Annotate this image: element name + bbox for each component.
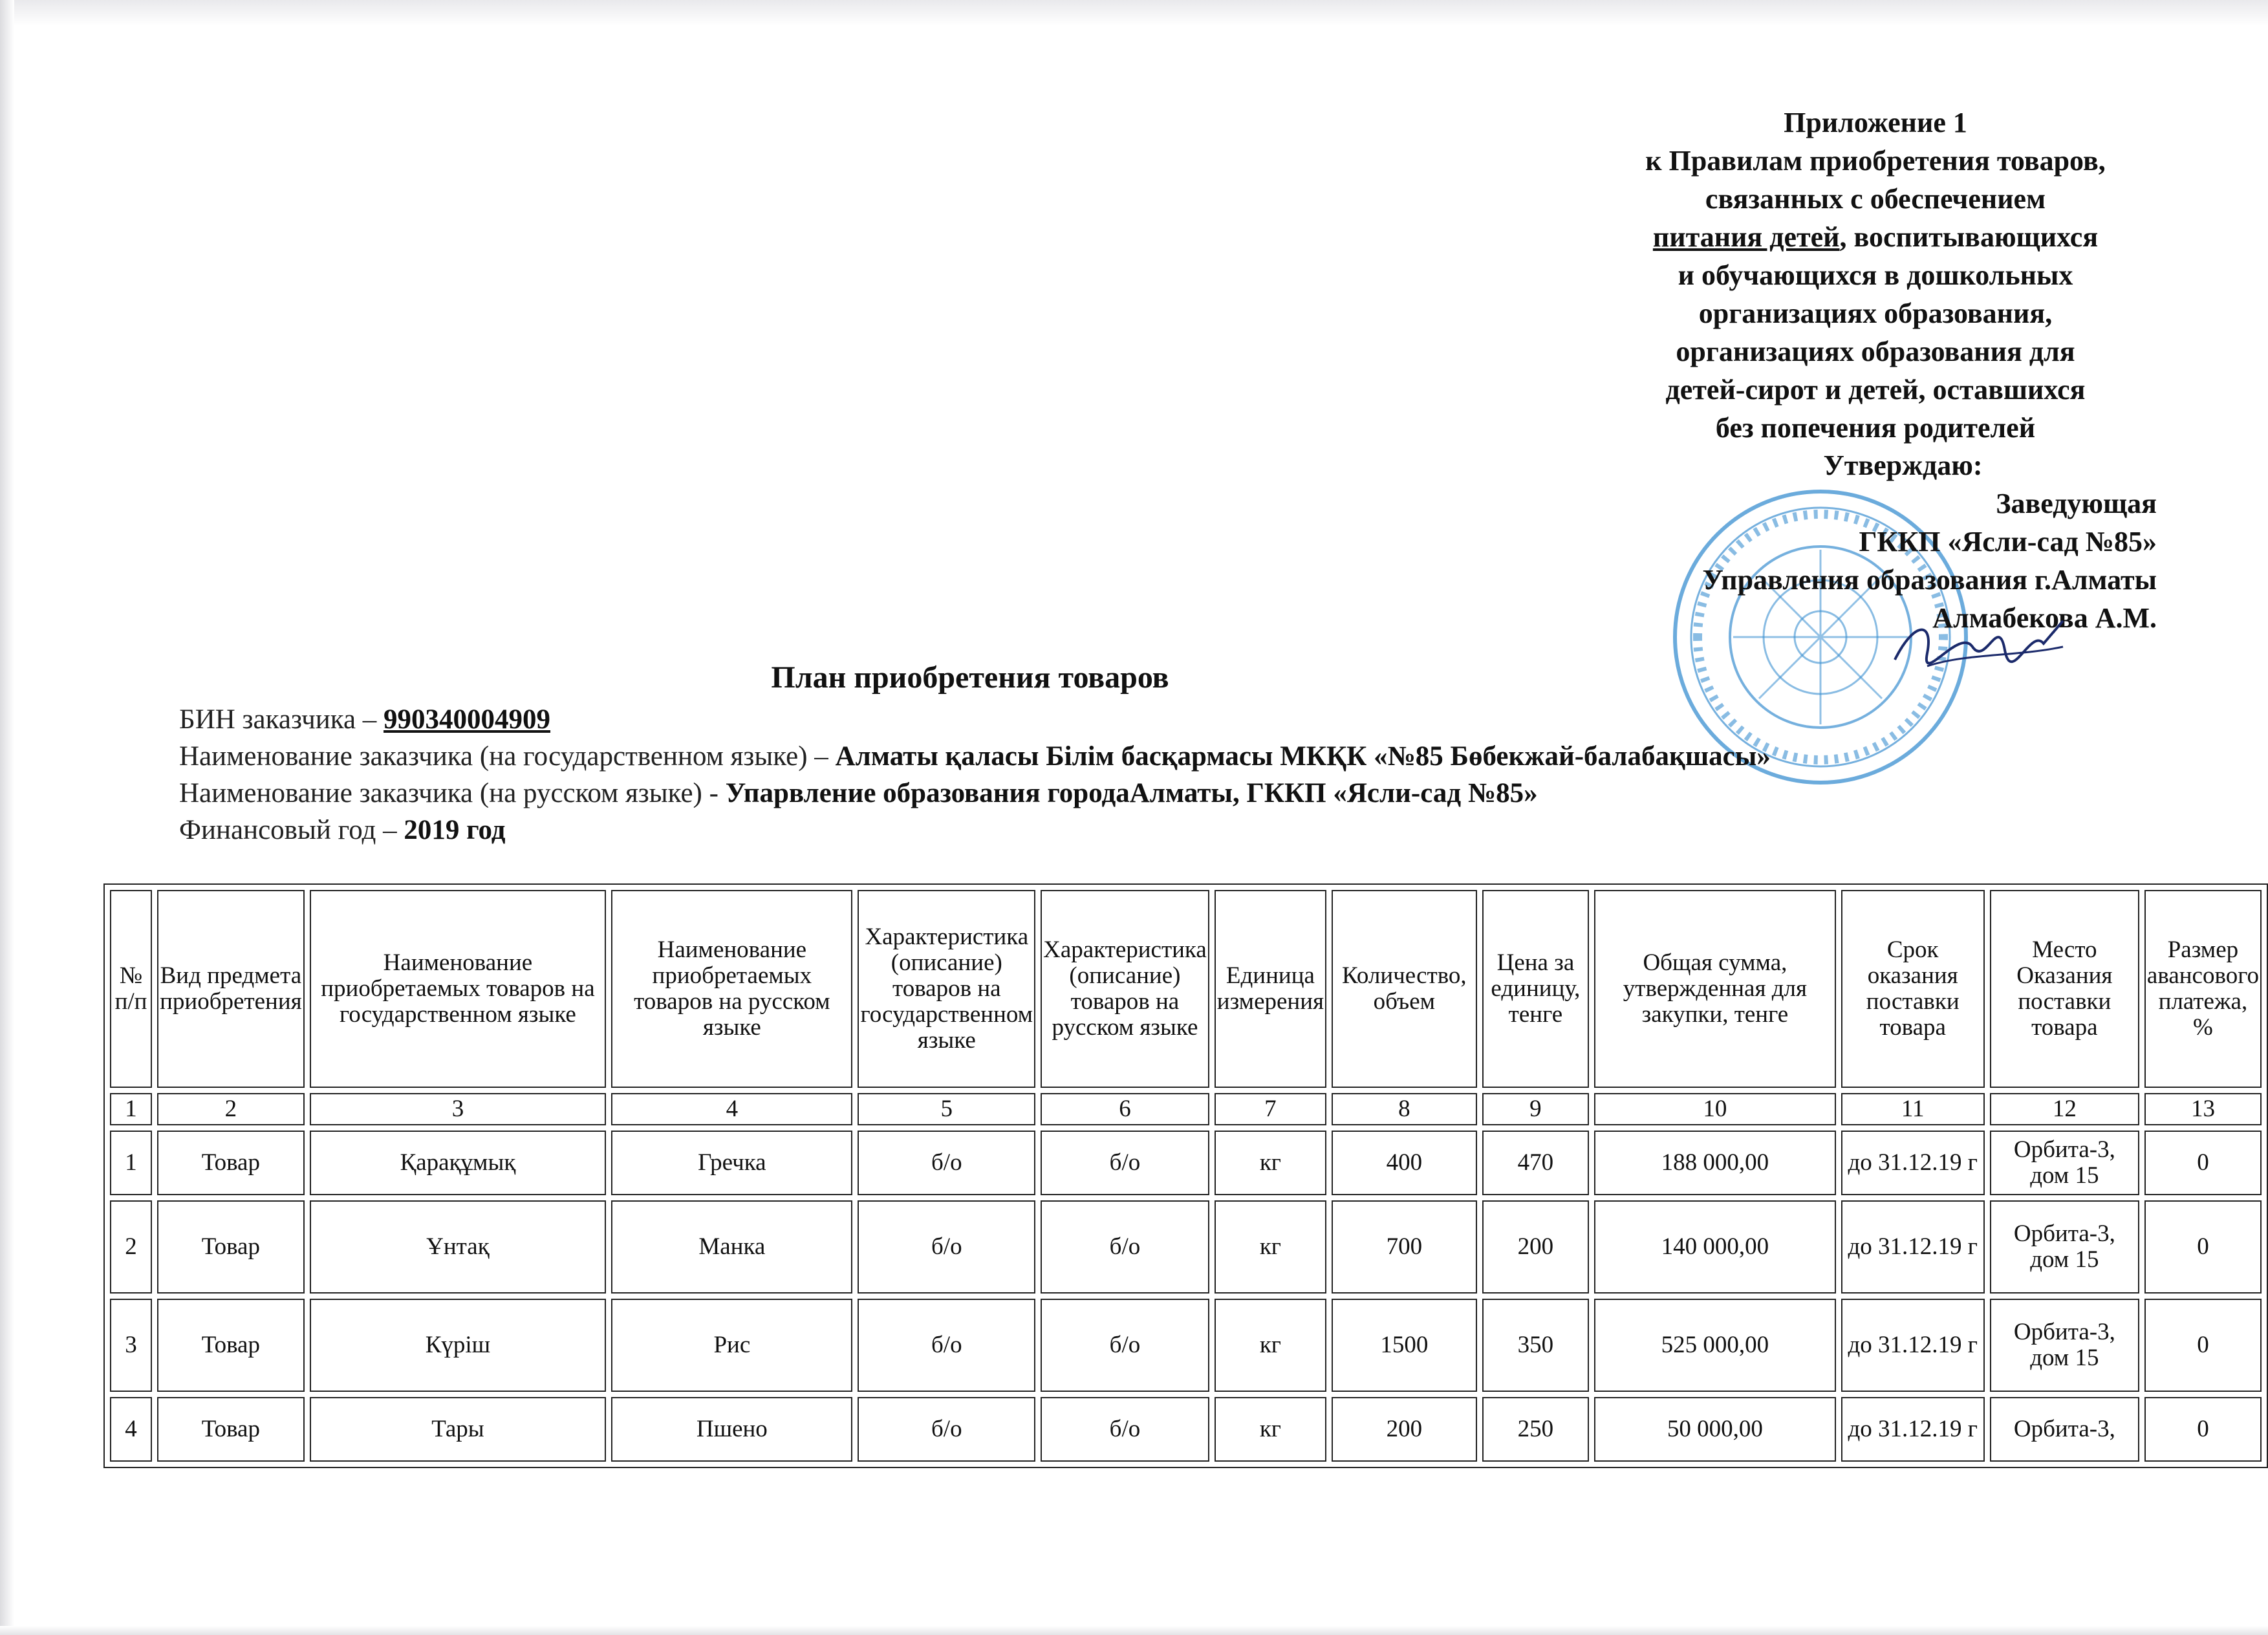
table-header-cell: Место Оказания поставки товара — [1990, 890, 2139, 1088]
table-cell: до 31.12.19 г — [1841, 1200, 1985, 1294]
column-number-cell: 8 — [1332, 1093, 1477, 1125]
table-header-cell: Характеристика (описание) товаров на русском языке — [1041, 890, 1209, 1088]
fiscal-year-value: 2019 год — [404, 815, 506, 845]
table-cell: 0 — [2144, 1200, 2262, 1294]
scan-edge-bottom — [0, 1626, 2268, 1635]
table-cell: Пшено — [611, 1397, 852, 1462]
table-cell: 140 000,00 — [1594, 1200, 1835, 1294]
table-cell: 188 000,00 — [1594, 1131, 1835, 1195]
table-header-cell: Срок оказания поставки товара — [1841, 890, 1985, 1088]
table-header-cell: Общая сумма, утвержденная для закупки, тенге — [1594, 890, 1835, 1088]
table-cell: 700 — [1332, 1200, 1477, 1294]
appendix-block — [1578, 103, 2173, 447]
table-row — [110, 1200, 2262, 1294]
column-number-cell: 2 — [157, 1093, 305, 1125]
table-header-cell: Количество, объем — [1332, 890, 1477, 1088]
table-cell: Орбита-3, дом 15 — [1990, 1299, 2139, 1392]
bin-value: 990340004909 — [383, 704, 551, 735]
column-number-cell: 5 — [858, 1093, 1035, 1125]
column-number-row — [110, 1093, 2262, 1125]
table-cell: б/о — [858, 1299, 1035, 1392]
document-title: План приобретения товаров — [771, 660, 1169, 695]
column-number-cell: 12 — [1990, 1093, 2139, 1125]
table-cell: Күріш — [310, 1299, 607, 1392]
table-header-cell: Вид предмета приобретения — [157, 890, 305, 1088]
table-header-cell: Характеристика (описание) товаров на государственном языке — [858, 890, 1035, 1088]
table-cell: б/о — [1041, 1131, 1209, 1195]
scan-edge-top — [0, 0, 2268, 26]
customer-info — [179, 701, 2184, 849]
column-number-cell: 10 — [1594, 1093, 1835, 1125]
table-cell: 350 — [1482, 1299, 1590, 1392]
table-row — [110, 1397, 2262, 1462]
table-cell: 2 — [110, 1200, 152, 1294]
customer-name-kz-value: Алматы қаласы Білім басқармасы МКҚК «№85 Бөбекжай-балабақшасы» — [835, 741, 1771, 772]
table-cell: 0 — [2144, 1299, 2262, 1392]
customer-name-ru-row — [179, 775, 2184, 812]
customer-name-kz-row — [179, 738, 2184, 775]
table-cell: кг — [1215, 1397, 1326, 1462]
column-number-cell: 9 — [1482, 1093, 1590, 1125]
table-cell: б/о — [1041, 1200, 1209, 1294]
table-cell: Ұнтақ — [310, 1200, 607, 1294]
table-cell: кг — [1215, 1299, 1326, 1392]
table-cell: 4 — [110, 1397, 152, 1462]
table-cell: Тары — [310, 1397, 607, 1462]
table-cell: Товар — [157, 1397, 305, 1462]
table-header-cell: Цена за единицу, тенге — [1482, 890, 1590, 1088]
table-cell: Гречка — [611, 1131, 852, 1195]
table-row — [110, 1299, 2262, 1392]
appendix-line — [1578, 218, 2173, 256]
appendix-line: Приложение 1 — [1784, 107, 1967, 138]
table-cell: б/о — [1041, 1397, 1209, 1462]
approver-position: Заведующая — [1996, 488, 2157, 519]
table-cell: 3 — [110, 1299, 152, 1392]
column-number-cell: 1 — [110, 1093, 152, 1125]
procurement-table — [103, 883, 2268, 1468]
column-number-cell: 7 — [1215, 1093, 1326, 1125]
column-number-cell: 6 — [1041, 1093, 1209, 1125]
table-cell: 200 — [1332, 1397, 1477, 1462]
table-header-cell: Единица измерения — [1215, 890, 1326, 1088]
table-cell: 525 000,00 — [1594, 1299, 1835, 1392]
table-cell: 1500 — [1332, 1299, 1477, 1392]
appendix-line-tail: , воспитывающихся — [1839, 221, 2099, 253]
table-cell: б/о — [858, 1131, 1035, 1195]
table-cell: кг — [1215, 1200, 1326, 1294]
approve-label: Утверждаю: — [1823, 449, 1983, 481]
table-cell: Орбита-3, дом 15 — [1990, 1131, 2139, 1195]
column-number-cell: 13 — [2144, 1093, 2262, 1125]
table-cell: 200 — [1482, 1200, 1590, 1294]
table-cell: до 31.12.19 г — [1841, 1397, 1985, 1462]
fiscal-year-label: Финансовый год – — [179, 815, 404, 845]
table-cell: до 31.12.19 г — [1841, 1131, 1985, 1195]
table-cell: Товар — [157, 1131, 305, 1195]
approver-organization: ГККП «Ясли-сад №85» — [1859, 526, 2157, 558]
table-cell: 1 — [110, 1131, 152, 1195]
table-header-cell: Наименование приобретаемых товаров на русском языке — [611, 890, 852, 1088]
appendix-line: детей-сирот и детей, оставшихся — [1665, 374, 2086, 406]
appendix-line: и обучающихся в дошкольных — [1678, 259, 2073, 291]
table-cell: б/о — [858, 1397, 1035, 1462]
approver-department: Управления образования г.Алматы — [1702, 564, 2157, 596]
table-cell: 0 — [2144, 1131, 2262, 1195]
customer-name-kz-label: Наименование заказчика (на государственном языке) – — [179, 741, 836, 772]
column-number-cell: 11 — [1841, 1093, 1985, 1125]
table-cell: б/о — [858, 1200, 1035, 1294]
table-header-cell: Наименование приобретаемых товаров на государственном языке — [310, 890, 607, 1088]
approver-name: Алмабекова А.М. — [1932, 602, 2157, 634]
appendix-line: организациях образования, — [1698, 298, 2053, 329]
appendix-line: к Правилам приобретения товаров, — [1645, 145, 2106, 177]
bin-row — [179, 701, 2184, 738]
table-cell: Товар — [157, 1200, 305, 1294]
table-cell: до 31.12.19 г — [1841, 1299, 1985, 1392]
table-cell: Қарақұмық — [310, 1131, 607, 1195]
table-cell: Манка — [611, 1200, 852, 1294]
table-cell: Орбита-3, — [1990, 1397, 2139, 1462]
signature-icon — [1888, 608, 2069, 679]
table-cell: 250 — [1482, 1397, 1590, 1462]
table-row — [110, 1131, 2262, 1195]
scan-edge-left — [0, 0, 14, 1635]
customer-name-ru-value: Упарвление образования городаАлматы, ГККП «Ясли-сад №85» — [725, 778, 1538, 808]
table-cell: Товар — [157, 1299, 305, 1392]
fiscal-year-row — [179, 812, 2184, 849]
table-cell: Рис — [611, 1299, 852, 1392]
customer-name-ru-label: Наименование заказчика (на русском языке) - — [179, 778, 726, 808]
table-cell: Орбита-3, дом 15 — [1990, 1200, 2139, 1294]
table-header-cell: № п/п — [110, 890, 152, 1088]
table-cell: 400 — [1332, 1131, 1477, 1195]
appendix-line: связанных с обеспечением — [1705, 183, 2046, 215]
table-cell: 50 000,00 — [1594, 1397, 1835, 1462]
table-header-row — [110, 890, 2262, 1088]
table-header-cell: Размер авансового платежа, % — [2144, 890, 2262, 1088]
column-number-cell: 4 — [611, 1093, 852, 1125]
appendix-underlined: питания детей — [1652, 221, 1840, 253]
appendix-line: организациях образования для — [1676, 336, 2075, 367]
table-cell: 470 — [1482, 1131, 1590, 1195]
column-number-cell: 3 — [310, 1093, 607, 1125]
table-cell: 0 — [2144, 1397, 2262, 1462]
bin-label: БИН заказчика – — [179, 704, 384, 735]
table-cell: кг — [1215, 1131, 1326, 1195]
appendix-line: без попечения родителей — [1715, 412, 2036, 444]
table-cell: б/о — [1041, 1299, 1209, 1392]
